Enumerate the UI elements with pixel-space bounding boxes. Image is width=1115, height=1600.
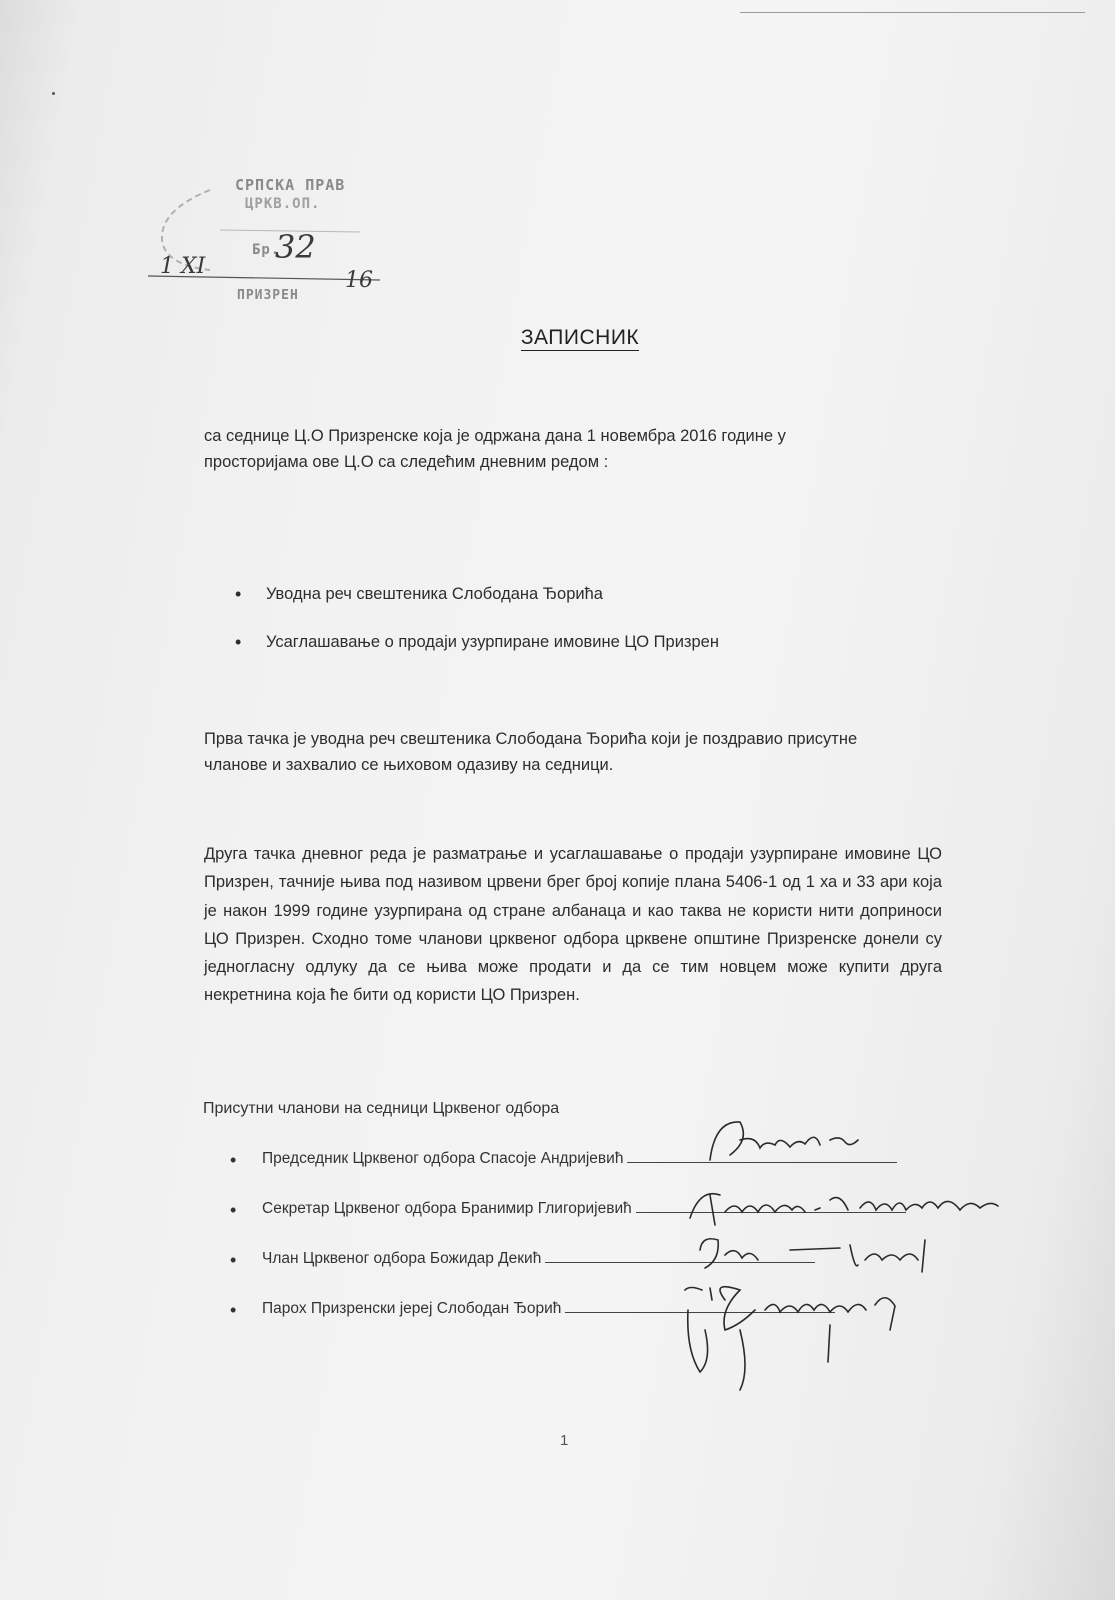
stamp-year: 16 — [345, 268, 373, 293]
signature-president — [710, 1122, 858, 1160]
agenda-item: • Усаглашавање о продаји узурпиране имовине ЦО Призрен — [230, 633, 719, 681]
document-title-text: ЗАПИСНИК — [520, 326, 640, 349]
agenda-list — [230, 585, 719, 681]
signature-member — [700, 1239, 925, 1272]
member-label: Секретар Црквеног одбора Бранимир Глигоријевић — [262, 1200, 632, 1217]
handwritten-signatures — [680, 1100, 1010, 1400]
stamp-number-label: Бр. — [252, 242, 281, 258]
signature-parish-priest — [685, 1287, 895, 1390]
registry-stamp — [140, 170, 390, 320]
member-label: Председник Црквеног одбора Спасоје Андријевић — [262, 1150, 624, 1167]
agenda-item: • Уводна реч свештеника Слободана Ђорића — [230, 585, 719, 633]
page-number: 1 — [560, 1432, 569, 1449]
page-edge-line — [740, 12, 1085, 13]
stamp-place: ПРИЗРЕН — [237, 288, 299, 303]
paper-speck — [52, 92, 55, 95]
member-label: Парох Призренски јереј Слободан Ђорић — [262, 1300, 562, 1317]
signature-secretary — [690, 1194, 998, 1225]
document-title — [0, 326, 1115, 350]
stamp-number: 32 — [275, 228, 316, 266]
present-members-heading: Присутни чланови на седници Црквеног одбора — [203, 1100, 560, 1117]
stamp-dept-text: ЦРКВ.ОП. — [245, 196, 321, 212]
first-point-paragraph: Прва тачка је уводна реч свештеника Слободана Ђорића који је поздравио присутне чланове и захвалио се њиховом одазиву на седници. — [204, 730, 858, 774]
stamp-date: 1 XI — [160, 254, 206, 279]
member-label: Члан Црквеног одбора Божидар Декић — [262, 1250, 542, 1267]
stamp-org-text: СРПСКА ПРАВ — [235, 176, 346, 194]
intro-paragraph: са седнице Ц.О Призренске која је одржана дана 1 новембра 2016 године у просторијама ове Ц.О са следећим дневним редом : — [204, 427, 786, 471]
second-point-paragraph: Друга тачка дневног реда је разматрање и усаглашавање о продаји узурпиране имовине ЦО Призрен, тачније њива под називом црвени брег број копије плана 5406-1 од 1 ха и 33 ари која је након 1999 године узурпирана од стране албанаца и као таква не користи нити доприноси ЦО Призрен. Сходно томе чланови црквеног одбора црквене општине Призренске донели су једногласну одлуку да се њива може продати и да се тим новцем може купити друга некретнина која ће бити од користи ЦО Призрен. — [204, 845, 942, 1005]
